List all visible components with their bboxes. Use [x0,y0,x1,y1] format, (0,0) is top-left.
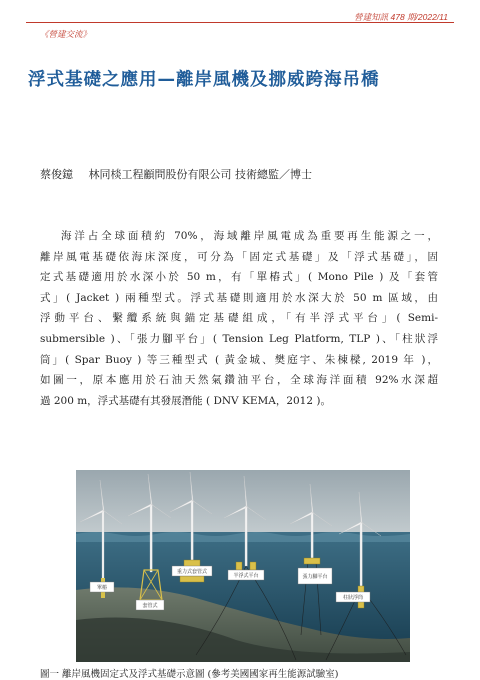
label-mono-pile [90,582,114,592]
body-paragraph [40,226,438,411]
wind-turbine-figure [76,470,410,662]
author-affiliation: 林同棪工程顧問股份有限公司 技術總監／博士 [88,168,312,181]
label-jacket [136,600,164,610]
article-title: 浮式基礎之應用—離岸風機及挪威跨海吊橋 [28,70,380,90]
body-line: 離岸風電基礎依海床深度，可分為「固定式基礎」及「浮式基礎」，固 [40,250,438,263]
svg-text:單樁: 單樁 [96,585,108,591]
body-line: 筒」( Spar Buoy ) 等三種型式 ( 黃金城、樊庭宇、朱棟樑, 2019 年 )， [40,353,438,366]
body-line: 如圖一，原本應用於石油天然氣鑽油平台，全球海洋面積 92%水深超 [40,374,438,387]
svg-text:重力式套管式: 重力式套管式 [176,569,208,575]
label-spar [336,592,370,602]
body-line: 海洋占全球面積約 70%，海域離岸風電成為重要再生能源之一， [61,230,438,242]
body-line: submersible )、「張力腳平台」( Tension Leg Platform, TLP )、「柱狀浮 [40,332,438,345]
body-line: 浮動平台、繫纜系統與錨定基礎組成，「有半浮式平台」( Semi- [40,312,438,325]
section-tag: 《營建交流》 [40,29,92,39]
label-gravity [172,566,212,576]
label-semi-sub [228,570,264,580]
label-tlp [298,568,332,584]
svg-text:半浮式平台: 半浮式平台 [233,573,259,579]
figure-caption: 圖一 離岸風機固定式及浮式基礎示意圖 (參考美國國家再生能源試驗室) [40,669,339,680]
author-name: 蔡俊鐿 [40,168,73,181]
journal-reference: 營建知訊 478 期/2022/11 [354,12,448,22]
wind-turbine-illustration [76,470,410,662]
author-line [40,166,324,182]
svg-text:套管式: 套管式 [142,603,158,609]
body-line: 式」( Jacket ) 兩種型式。浮式基礎則適用於水深大於 50 m 區域，由 [40,291,438,304]
body-line: 過 200 m，浮式基礎有其發展潛能 ( DNV KEMA，2012 )。 [40,394,331,407]
body-line: 定式基礎適用於水深小於 50 m，有「單樁式」( Mono Pile ) 及「套管 [40,271,438,284]
svg-text:柱狀浮筒: 柱狀浮筒 [342,595,364,601]
svg-text:張力腳平台: 張力腳平台 [302,574,328,580]
